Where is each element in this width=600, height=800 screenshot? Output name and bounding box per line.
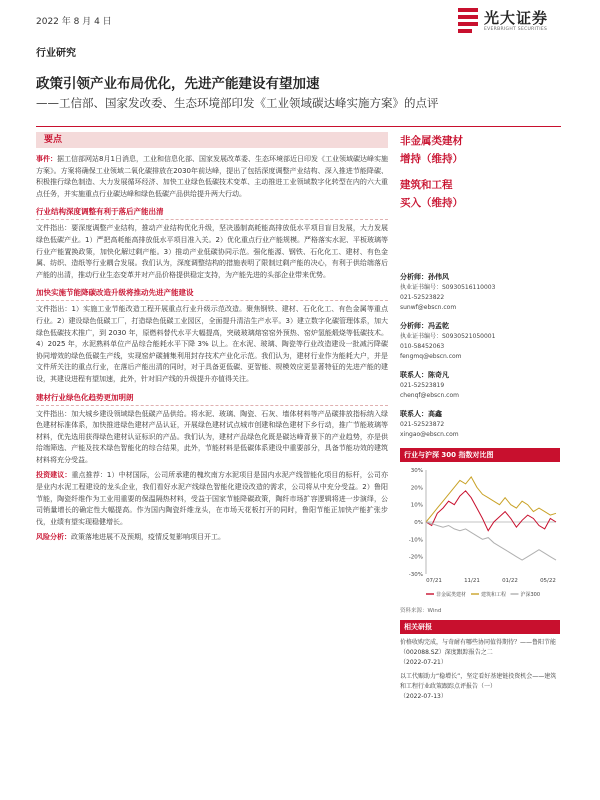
related-report-date: （2022-07-21） xyxy=(400,659,447,666)
series-line xyxy=(426,477,556,522)
related-report-date: （2022-07-13） xyxy=(400,693,447,700)
investment-text: 重点推荐：1）中材国际，公司所承建的槐坎南方水泥项目是国内水泥产线智能化项目的标杆，公司亦是业内水泥工程建设的龙头企业，我们看好水泥产线绿色智能化建设改造的需求，公司将从中充分受益。2）鲁阳节能，陶瓷纤维作为工业用重要的保温隔热材料，受益于国家节能降碳政策，陶纤市场扩容逻辑将进一步演绎，公司销量增长的确定性大幅提高。作为国内陶瓷纤维龙头，在市场天花板打开的同时，鲁阳节能正加快产能扩张步伐，业绩有望实现稳健增长。 xyxy=(36,471,389,526)
analyst-email: chenqf@ebscn.com xyxy=(400,392,459,399)
analyst-email: fengmq@ebscn.com xyxy=(400,353,462,360)
event-text: 据工信部网站8月1日消息，工业和信息化部、国家发展改革委、生态环境部近日印发《工业领域碳达峰实施方案》。方案将确保工业领域二氧化碳排放在2030年前达峰，提出了包括深度调整产业结构、深入推进节能降碳、积极推行绿色制造、大力发展循环经济、加快工业绿色低碳技术变革、主动推进工业领域数字化转型在内的六大重点任务，并实施重点行业碳达峰和绿色低碳产品供给提升两大行动。 xyxy=(36,155,389,198)
chart-source: 资料来源：Wind xyxy=(400,608,442,614)
risk-text: 政策落地进展不及预期，疫情反复影响项目开工。 xyxy=(71,533,225,542)
main-content xyxy=(36,132,388,544)
section-heading: 加快实施节能降碳改造升级将推动先进产能建设 xyxy=(36,287,388,301)
analyst-card xyxy=(400,409,560,440)
analyst-phone: 021-52523822 xyxy=(400,294,445,301)
rating-industry: 非金属类建材 xyxy=(400,135,463,147)
related-report-title[interactable]: 以工代赈助力“稳增长”，坚定看好基建链投资机会——建筑和工程行业政策跟踪点评报告（一） xyxy=(400,673,557,690)
series-line xyxy=(426,491,556,531)
investment-paragraph xyxy=(36,470,388,528)
legend-label: 建筑和工程 xyxy=(481,592,507,598)
risk-paragraph xyxy=(36,532,388,544)
summary-label: 要点 xyxy=(36,132,388,148)
legend-label: 沪深300 xyxy=(520,592,541,598)
analyst-email: sunwf@ebscn.com xyxy=(400,304,457,311)
legend-label: 非金属类建材 xyxy=(436,592,467,598)
analyst-name: 分析师：冯孟乾 xyxy=(400,322,449,330)
related-report-item[interactable] xyxy=(400,638,560,668)
logo-mark-icon xyxy=(456,6,482,36)
y-tick-label: -20% xyxy=(408,554,423,561)
y-tick-label: 10% xyxy=(410,502,423,509)
sidebar xyxy=(400,132,560,702)
chart-svg xyxy=(400,462,560,600)
analyst-card xyxy=(400,272,560,313)
risk-lead: 风险分析： xyxy=(36,533,71,542)
analyst-email: xingao@ebscn.com xyxy=(400,431,459,438)
analyst-card xyxy=(400,370,560,401)
report-category: 行业研究 xyxy=(36,48,76,59)
company-logo xyxy=(456,6,576,40)
logo-subtext: EVERBRIGHT SECURITIES xyxy=(484,27,548,32)
analyst-phone: 021-52523819 xyxy=(400,382,445,389)
page-subtitle: ——工信部、国家发改委、生态环境部印发《工业领域碳达峰实施方案》的点评 xyxy=(36,96,439,110)
chart-title: 行业与沪深 300 指数对比图 xyxy=(400,448,560,462)
analyst-phone: 021-52523872 xyxy=(400,421,445,428)
x-tick-label: 05/22 xyxy=(540,578,556,584)
page-title: 政策引领产业布局优化，先进产能建设有望加速 xyxy=(36,76,320,92)
analyst-phone: 010-58452063 xyxy=(400,343,445,350)
analyst-name: 分析师：孙伟风 xyxy=(400,273,449,281)
rating-industry: 建筑和工程 xyxy=(400,179,453,191)
x-tick-label: 07/21 xyxy=(426,578,442,584)
analyst-cert: 执业证书编号：S0930516110003 xyxy=(400,284,496,291)
event-lead: 事件： xyxy=(36,155,58,163)
series-line xyxy=(426,522,556,560)
section-paragraph: 文件指出：要深度调整产业结构，推动产业结构优化升级，坚决遏制高耗能高排放低水平项目盲目发展，大力发展绿色低碳产业。1）严把高耗能高排放低水平项目准入关。2）优化重点行业产能规模。严格落实水泥、平板玻璃等行业产能置换政策，加快化解过剩产能。3）推动产业低碳协同示范。强化能源、钢铁、石化化工、建材、有色金属、纺织、造纸等行业耦合发展。我们认为，深度调整结构的措施表明了限制过剩产能的决心，有利于供给端落后产能的出清，推动行业生态变革并对产品价格提供稳定支持，为产能先进的头部企业带来优势。 xyxy=(36,224,388,279)
section-heading: 行业结构深度调整有利于落后产能出清 xyxy=(36,206,388,220)
related-report-title[interactable]: 价格收购完成，与奇耐有哪些协同值得期待？——鲁阳节能（002088.SZ）深度跟踪报告之二 xyxy=(400,639,557,656)
section-paragraph: 文件指出：1）实施工业节能改造工程开展重点行业升级示范改造。聚焦钢铁、建材、石化化工、有色金属等重点行业。2）建设绿色低碳工厂，打造绿色低碳工业园区，全面提升清洁生产水平。3）建立数字化碳管理体系，加大绿色低碳技术推广，到 2030 年，原燃料替代水平大幅提高，突破玻璃熔窑窑外预热、窑炉氢能煅烧等低碳技术。4）2025 年，水泥熟料单位产品综合能耗水平下降 3% 以上。在水泥、玻璃、陶瓷等行业改造建设一批减污降碳协同增效的绿色低碳生产线，实现窑炉碳捕集利用封存技术产业化示范。我们认为，建材行业作为能耗大户，并是文件所关注的重点行业，在落后产能出清的同时，对于具备更低碳、更智能、规模效应更显著特征的先进产能的建设，其建设进程有望加速，此外，针对旧产线的升级提升亦值得关注。 xyxy=(36,305,388,383)
title-divider xyxy=(36,126,561,127)
analyst-name: 联系人：高鑫 xyxy=(400,410,442,418)
rating-value: 增持（维持） xyxy=(400,153,463,165)
y-tick-label: 30% xyxy=(410,468,423,474)
logo-text: 光大证券 xyxy=(484,9,549,27)
x-tick-label: 11/21 xyxy=(464,578,480,584)
related-reports-label: 相关研报 xyxy=(400,620,560,634)
y-tick-label: 0% xyxy=(414,520,423,526)
y-tick-label: -30% xyxy=(408,572,423,578)
related-report-item[interactable] xyxy=(400,672,560,702)
analyst-name: 联系人：陈奇凡 xyxy=(400,371,449,379)
analyst-card xyxy=(400,321,560,362)
x-tick-label: 01/22 xyxy=(502,578,518,584)
rating-value: 买入（维持） xyxy=(400,197,463,209)
y-tick-label: 20% xyxy=(410,485,423,492)
report-date: 2022 年 8 月 4 日 xyxy=(36,17,112,27)
event-paragraph xyxy=(36,154,388,200)
section-heading: 建材行业绿色化趋势更加明朗 xyxy=(36,392,388,406)
y-tick-label: -10% xyxy=(408,537,423,544)
investment-lead: 投资建议： xyxy=(36,471,72,480)
section-paragraph: 文件指出：加大城乡建设领域绿色低碳产品供给。将水泥、玻璃、陶瓷、石灰、墙体材料等产品碳排放指标纳入绿色建材标准体系，加快推进绿色建材产品认证，开展绿色建材试点城市创建和绿色建材下乡行动，推广节能玻璃等材料，优先选用获得绿色建材认证标识的产品。我们认为，建材产品绿色化既是碳达峰背景下的产业趋势，亦是供给端筛选、产能及技术绿色智能化的综合结果，此外，节能材料是低碳体系建设中重要部分，具备节能功效的建筑材料将充分受益。 xyxy=(36,409,388,464)
analyst-cert: 执业证书编号：S0930521050001 xyxy=(400,333,496,340)
index-comparison-chart xyxy=(400,448,560,614)
